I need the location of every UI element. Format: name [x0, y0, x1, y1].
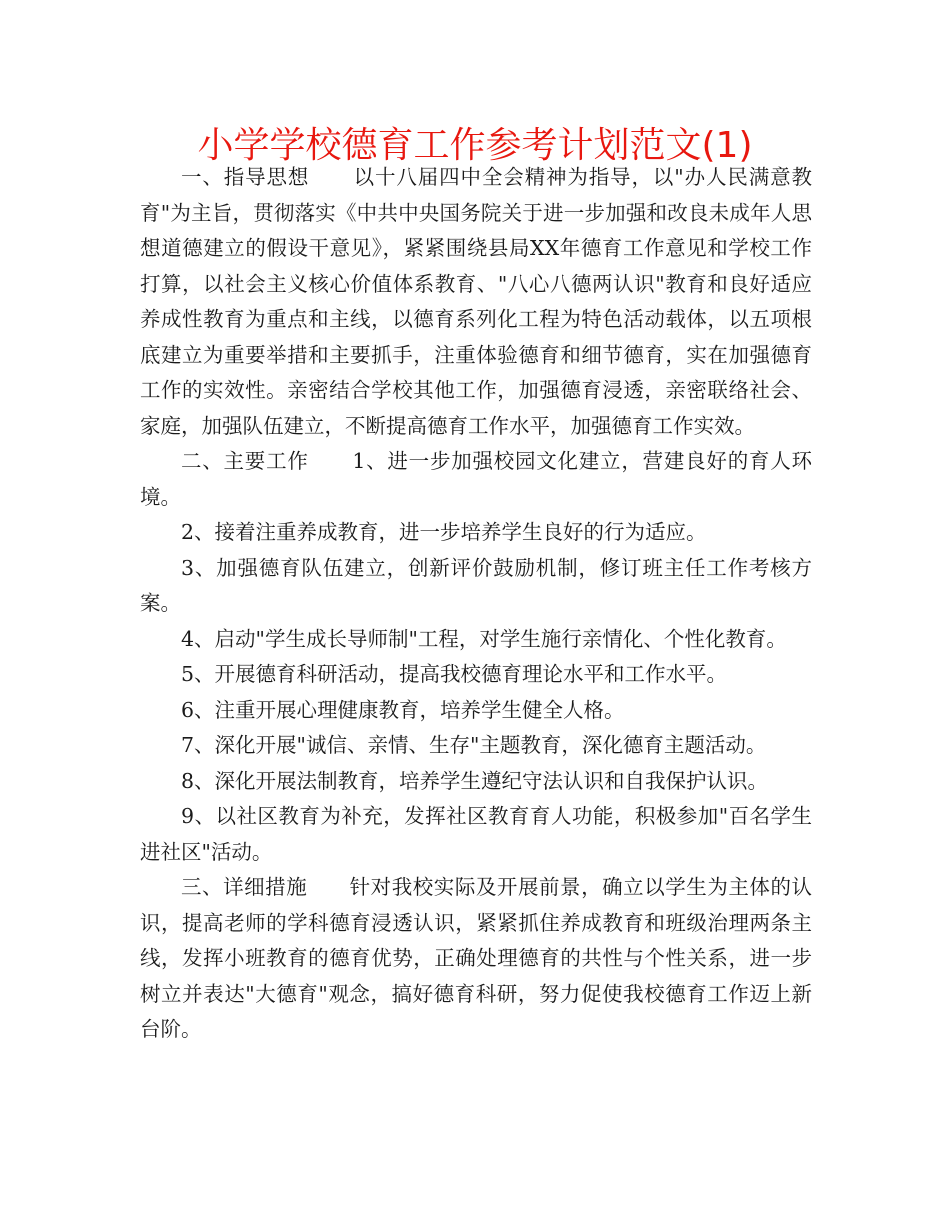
main-work-item: 3、加强德育队伍建立，创新评价鼓励机制，修订班主任工作考核方案。 — [140, 555, 812, 615]
heading-gap — [309, 449, 353, 473]
section-text-guiding: 以十八届四中全会精神为指导，以"办人民满意教育"为主旨，贯彻落实《中共中央国务院关于进一步加强和改良未成年人思想道德建立的假设干意见》，紧紧围绕县局XX年德育工作意见和学校工作打算，以社会主义核心价值体系教育、"八心八德两认识"教育和良好适应养成性教育为重点和主线，以德育系列化工程为特色活动载体，以五项根底建立为重要举措和主要抓手，注重体验德育和细节德育，实在加强德育工作的实效性。亲密结合学校其他工作，加强德育浸透，亲密联络社会、家庭，加强队伍建立，不断提高德育工作水平，加强德育工作实效。 — [140, 165, 812, 438]
main-work-item: 5、开展德育科研活动，提高我校德育理论水平和工作水平。 — [181, 662, 728, 686]
section-heading-guiding: 一、指导思想 — [181, 165, 310, 189]
section-heading-main-work: 二、主要工作 — [181, 449, 309, 473]
main-work-item: 7、深化开展"诚信、亲情、生存"主题教育，深化德育主题活动。 — [181, 733, 767, 757]
document-body — [140, 160, 812, 1048]
main-work-item: 9、以社区教育为补充，发挥社区教育育人功能，积极参加"百名学生进社区"活动。 — [140, 804, 812, 864]
heading-gap — [307, 875, 349, 899]
document-title: 小学学校德育工作参考计划范文(1) — [197, 125, 753, 166]
main-work-item: 4、启动"学生成长导师制"工程，对学生施行亲情化、个性化教育。 — [181, 626, 787, 651]
main-work-item: 8、深化开展法制教育，培养学生遵纪守法认识和自我保护认识。 — [181, 768, 769, 793]
section-guiding-paragraph — [140, 160, 812, 444]
main-work-item: 2、接着注重养成教育，进一步培养学生良好的行为适应。 — [181, 520, 707, 544]
section-measures-paragraph — [140, 870, 812, 1048]
section-main-work-paragraph — [140, 444, 812, 515]
heading-gap — [309, 165, 353, 189]
section-heading-measures: 三、详细措施 — [181, 875, 308, 899]
section-text-measures: 针对我校实际及开展前景，确立以学生为主体的认识，提高老师的学科德育浸透认识，紧紧抓住养成教育和班级治理两条主线，发挥小班教育的德育优势，正确处理德育的共性与个性关系，进一步树立并表达"大德育"观念，搞好德育科研，努力促使我校德育工作迈上新台阶。 — [140, 875, 813, 1041]
main-work-item: 6、注重开展心理健康教育，培养学生健全人格。 — [181, 697, 625, 722]
main-work-item-1: 1、进一步加强校园文化建立，营建良好的育人环境。 — [140, 449, 812, 509]
